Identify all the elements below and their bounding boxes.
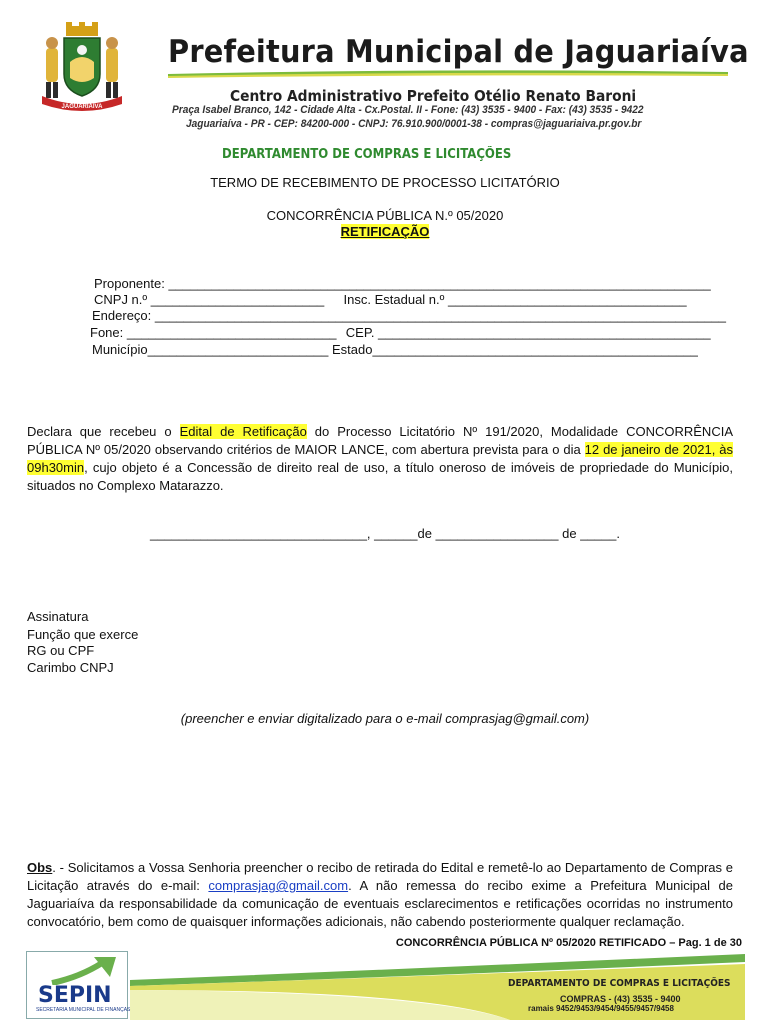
fone-cep-row (90, 325, 711, 340)
declaration-paragraph (27, 423, 733, 495)
footer-department: DEPARTAMENTO DE COMPRAS E LICITAÇÕES (508, 978, 731, 989)
edital-highlight: Edital de Retificação (179, 424, 307, 439)
observation-paragraph (27, 859, 733, 931)
cnpj-insc-row (94, 292, 687, 307)
carimbo-label: Carimbo CNPJ (27, 660, 114, 675)
concorrencia-number: CONCORRÊNCIA PÚBLICA N.º 05/2020 (266, 208, 504, 223)
proponente-field: Proponente: ___________________________________________________________________________ (94, 276, 711, 291)
sepin-logo-text: SEPIN (38, 983, 112, 1008)
endereco-field: Endereço: _______________________________________________________________________________ (92, 308, 727, 323)
cep-field: CEP. ______________________________________________ (345, 325, 711, 340)
title-underline-decoration (168, 68, 728, 78)
assinatura-label: Assinatura (27, 609, 89, 624)
fone-field: Fone: _____________________________ (90, 325, 337, 340)
retificacao-highlight: RETIFICAÇÃO (340, 224, 430, 239)
document-heading: TERMO DE RECEBIMENTO DE PROCESSO LICITATÓRIO (210, 175, 560, 190)
instruction-note: (preencher e enviar digitalizado para o e-mail comprasjag@gmail.com) (180, 711, 590, 726)
declaration-text-1: Declara que recebeu o (27, 424, 180, 439)
page-title: Prefeitura Municipal de Jaguariaíva (168, 34, 749, 70)
estado-field: Estado_____________________________________________ (332, 342, 698, 357)
municipal-crest-logo (36, 22, 128, 114)
declaration-text-2: do Processo Licitatório Nº 191/2020, Modalidade CONCORRÊNCIA PÚBLICA Nº 05/2020 observando critérios de MAIOR LANCE, com abertura prevista para o dia (27, 424, 733, 457)
retificacao-label (0, 224, 770, 239)
header-address-line2: Jaguariaíva - PR - CEP: 84200-000 - CNPJ: 76.910.900/0001-38 - compras@jaguariaiva.pr.gov.br (186, 118, 642, 130)
rg-cpf-label: RG ou CPF (27, 643, 95, 658)
header-address-line1: Praça Isabel Branco, 142 - Cidade Alta - Cx.Postal. II - Fone: (43) 3535 - 9400 - Fax: (43) 3535 - 9422 (172, 104, 644, 116)
obs-text-2: . A não remessa do recibo exime a Prefeitura Municipal de Jaguariaíva da responsabilidade da comunicação de eventuais esclarecimentos e retificações ocorridas no instrumento convocatório, bem como de quaisquer informações adicionais, não cabendo posteriormente qualquer reclamação. (27, 878, 733, 929)
email-link[interactable]: comprasjag@gmail.com (208, 878, 349, 893)
obs-label: Obs (27, 860, 53, 875)
department-heading: DEPARTAMENTO DE COMPRAS E LICITAÇÕES (222, 147, 512, 162)
sepin-subtitle: SECRETARIA MUNICIPAL DE FINANÇAS (36, 1007, 131, 1013)
sepin-arrow-icon (50, 955, 120, 985)
insc-estadual-field: Insc. Estadual n.º _________________________________ (343, 292, 687, 307)
header-subtitle: Centro Administrativo Prefeito Otélio Renato Baroni (230, 87, 637, 105)
cnpj-field: CNPJ n.º ________________________ (94, 292, 325, 307)
crest-banner-text: JAGUARIAIVA (61, 104, 103, 110)
obs-text-1: . - Solicitamos a Vossa Senhoria preencher o recibo de retirada do Edital e remetê-lo ao Departamento de Compras e Licitação através do e-mail: (27, 860, 733, 893)
municipio-field: Município_________________________ (92, 342, 329, 357)
footer-ramais: ramais 9452/9453/9454/9455/9457/9458 (528, 1004, 674, 1013)
declaration-text-3: , cujo objeto é a Concessão de direito real de uso, a título oneroso de imóveis de propriedade do Município, situados no Complexo Matarazzo. (27, 460, 733, 493)
date-line: ______________________________, ______de _________________ de _____. (150, 526, 620, 541)
municipio-estado-row (92, 342, 698, 357)
footer-compras-phone: COMPRAS - (43) 3535 - 9400 (560, 994, 681, 1004)
date-highlight: 12 de janeiro de 2021, às 09h30min (27, 442, 733, 475)
funcao-label: Função que exerce (27, 627, 139, 642)
page-number-label: CONCORRÊNCIA PÚBLICA Nº 05/2020 RETIFICADO – Pag. 1 de 30 (395, 937, 742, 949)
